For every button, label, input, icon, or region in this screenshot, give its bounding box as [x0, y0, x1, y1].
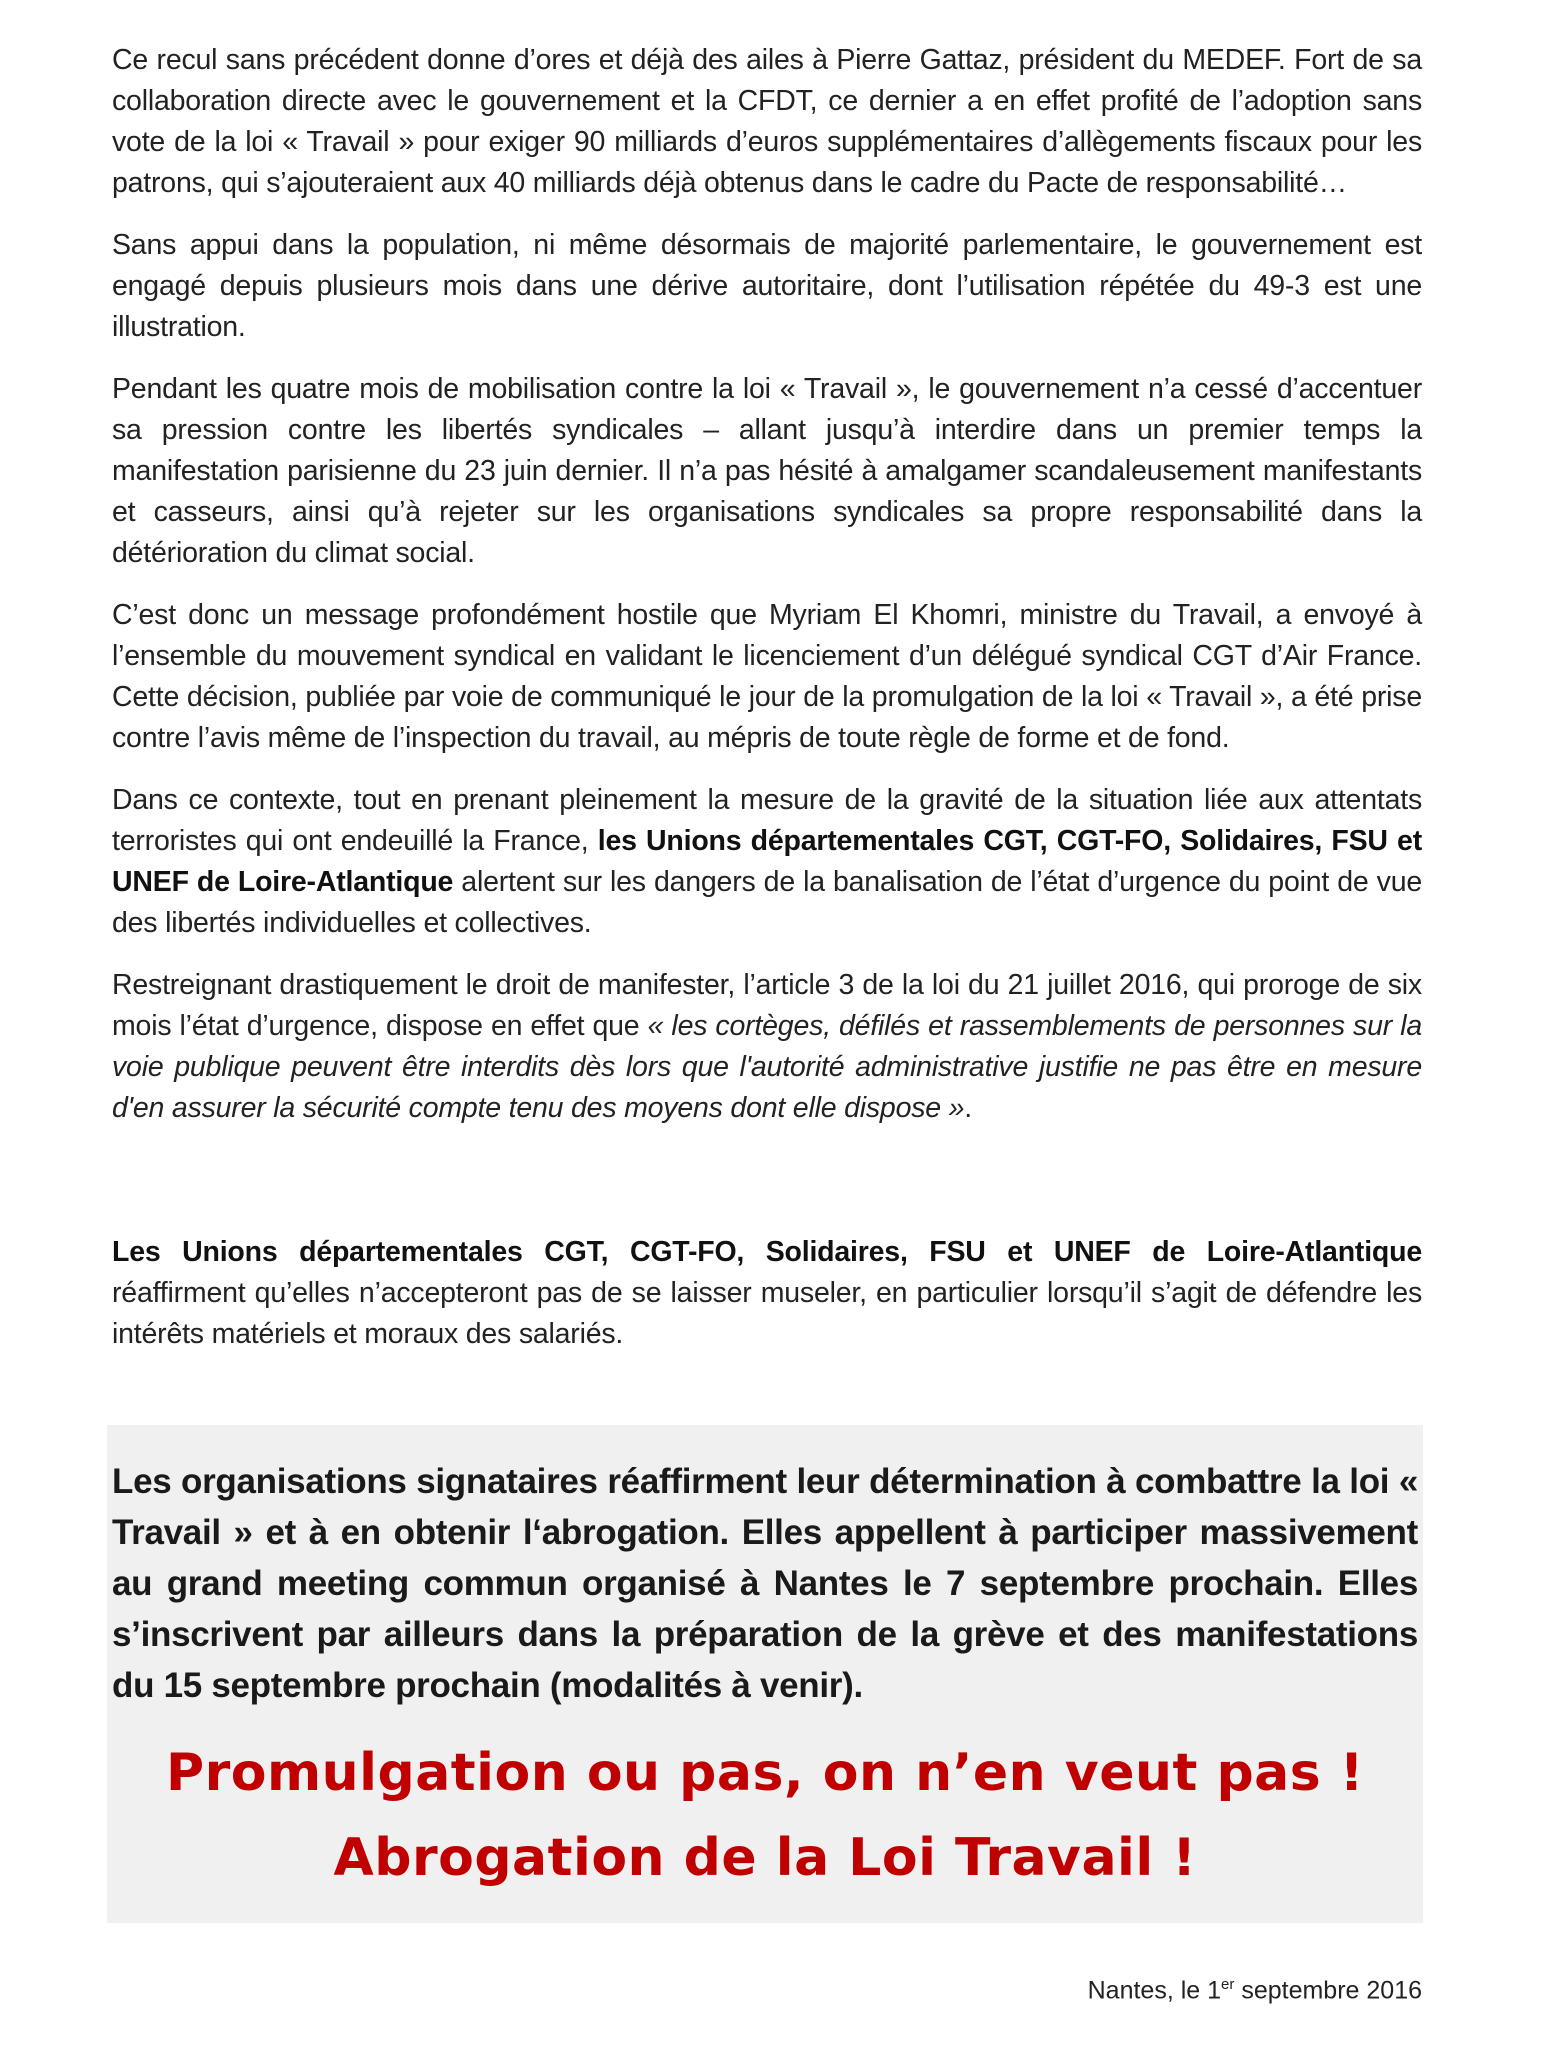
- paragraph-article-3: [112, 965, 1422, 1129]
- paragraph-text: réaffirment qu’elles n’accepteront pas de se laisser museler, en particulier lorsqu’il s’agit de défendre les intérêts matériels et moraux des salariés.: [112, 1277, 1422, 1350]
- slogan-line-1: Promulgation ou pas, on n’en veut pas !: [165, 1743, 1365, 1803]
- paragraph-text: C’est donc un message profondément hostile que Myriam El Khomri, ministre du Travail, a envoyé à l’ensemble du mouvement syndical en validant le licenciement d’un délégué syndical CGT d’Air France. Cette décision, publiée par voie de communiqué le jour de la promulgation de la loi « Travail », a été prise contre l’avis même de l’inspection du travail, au mépris de toute règle de forme et de fond.: [112, 599, 1422, 754]
- law-quote-italic: « les cortèges, défilés et rassemblements de personnes sur la voie publique peuvent être interdits dès lors que l'autorité administrative justifie ne pas être en mesure d'en assurer la sécurité compte tenu des moyens dont elle dispose »: [112, 1010, 1422, 1124]
- document-body: [112, 40, 1422, 1376]
- unions-bold-text: Les Unions départementales CGT, CGT-FO, Solidaires, FSU et UNEF de Loire-Atlantique: [112, 1236, 1422, 1268]
- paragraph-mobilisation: [112, 369, 1422, 574]
- paragraph-closing: [112, 1232, 1422, 1355]
- paragraph-text: .: [964, 1092, 973, 1124]
- paragraph-state-of-emergency: [112, 780, 1422, 944]
- paragraph-text: Sans appui dans la population, ni même désormais de majorité parlementaire, le gouvernement est engagé depuis plusieurs mois dans une dérive autoritaire, dont l’utilisation répétée du 49-3 est une illustration.: [112, 229, 1422, 343]
- blank-space: [112, 1150, 1422, 1232]
- paragraph-text: Restreignant drastiquement le droit de manifester, l’article 3 de la loi du 21 juillet 2016, qui proroge de six mois l’état d’urgence, dispose en effet que: [112, 969, 1422, 1042]
- paragraph-air-france: [112, 595, 1422, 759]
- paragraph-medef: [112, 40, 1422, 204]
- callout-box: [107, 1425, 1423, 1923]
- paragraph-text: alertent sur les dangers de la banalisation de l’état d’urgence du point de vue des libertés individuelles et collectives.: [112, 866, 1422, 939]
- date-signoff: [1088, 1976, 1422, 2005]
- paragraph-text: Ce recul sans précédent donne d’ores et déjà des ailes à Pierre Gattaz, président du MEDEF. Fort de sa collaboration directe avec le gouvernement et la CFDT, ce dernier a en effet profité de l’adoption sans vote de la loi « Travail » pour exiger 90 milliards d’euros supplémentaires d’allègements fiscaux pour les patrons, qui s’ajouteraient aux 40 milliards déjà obtenus dans le cadre du Pacte de responsabilité…: [112, 44, 1422, 199]
- paragraph-authoritarian-drift: [112, 225, 1422, 348]
- signoff-suffix: septembre 2016: [1234, 1976, 1422, 2005]
- signoff-prefix: Nantes, le 1: [1087, 1976, 1222, 2005]
- paragraph-text: Pendant les quatre mois de mobilisation contre la loi « Travail », le gouvernement n’a cessé d’accentuer sa pression contre les libertés syndicales – allant jusqu’à interdire dans un premier temps la manifestation parisienne du 23 juin dernier. Il n’a pas hésité à amalgamer scandaleusement manifestants et casseurs, ainsi qu’à rejeter sur les organisations syndicales sa propre responsabilité dans la détérioration du climat social.: [112, 373, 1422, 569]
- slogan-line-2: Abrogation de la Loi Travail !: [333, 1828, 1197, 1888]
- signoff-superscript: er: [1221, 1976, 1235, 1993]
- unions-bold-text: les Unions départementales CGT, CGT-FO, Solidaires, FSU et UNEF de Loire-Atlantique: [112, 825, 1422, 898]
- callout-text: Les organisations signataires réaffirment leur détermination à combattre la loi « Travail » et à en obtenir l‘abrogation. Elles appellent à participer massivement au grand meeting commun organisé à Nantes le 7 septembre prochain. Elles s’inscrivent par ailleurs dans la préparation de la grève et des manifestations du 15 septembre prochain (modalités à venir).: [112, 1462, 1418, 1705]
- paragraph-text: Dans ce contexte, tout en prenant pleinement la mesure de la gravité de la situation liée aux attentats terroristes qui ont endeuillé la France,: [112, 784, 1422, 857]
